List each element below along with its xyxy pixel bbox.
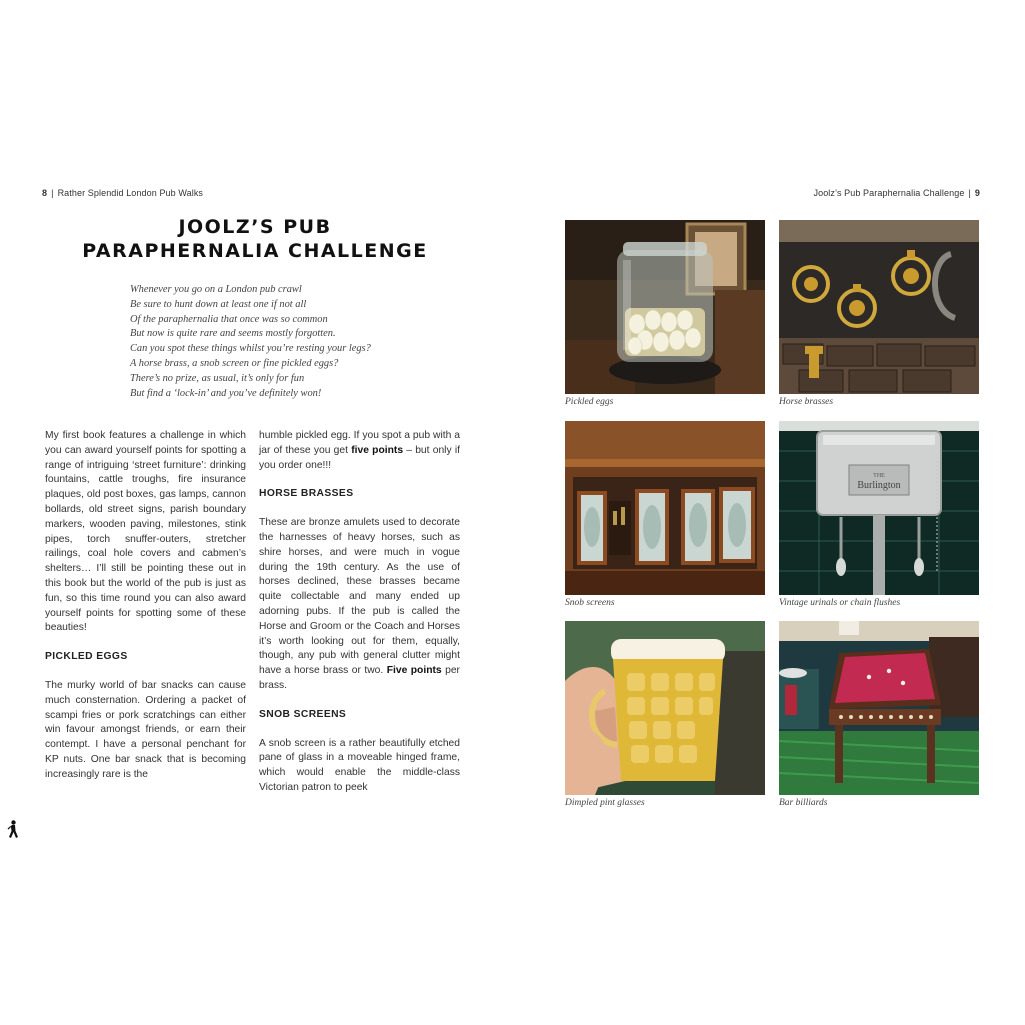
points-highlight: five points [351,444,404,456]
pickled-eggs-image [565,220,765,394]
text-column-2 [259,429,460,796]
page-number-right: 9 [974,188,980,198]
pickled-eggs-paragraph: The murky world of bar snacks can cause much consternation. Ordering a packet of scampi fries or pork scratchings can either win favour amongst friends, or earn their contempt. I have a personal penchant for KP nuts. One bar snack that is becoming increasingly rare is the [45,679,246,780]
page-title [40,215,470,263]
pickled-eggs-continued: humble pickled egg. If you spot a pub with a jar of these you get five points – but only if you order one!!! [259,430,460,471]
caption-pint-glasses: Dimpled pint glasses [565,798,645,808]
poem-line: But find a ‘lock-in’ and you’ve definitely won! [130,387,322,399]
horse-brasses-image [779,220,979,394]
snob-screens-image [565,421,765,595]
book-title: Rather Splendid London Pub Walks [57,188,204,198]
intro-paragraph: My first book features a challenge in which you can award yourself points for spotting a range of intriguing ‘street furniture’: drinking fountains, cattle troughs, fire insurance plaques, old post boxes, gas lamps, cannon bollards, old street signs, parish boundary markers, wooden paving, milestones, stink pipes, torch snuffer-outers, stretcher railings, coal hole covers and cabmen’s shelters… I’ll still be pointing these out in this book but the world of the pub is just as fun, so this time round you can also award yourself points for spotting some of these beauties! [45,430,246,634]
walking-man-icon [7,820,19,840]
poem-line: Be sure to hunt down at least one if not all [130,298,307,310]
caption-urinals: Vintage urinals or chain flushes [779,598,901,608]
bar-billiards-image [779,621,979,795]
photo-pint-glasses [565,621,765,795]
page-number-left: 8 [42,188,48,198]
poem-line: But now is quite rare and seems mostly forgotten. [130,328,336,340]
heading-pickled-eggs: PICKLED EGGS [45,651,128,663]
heading-snob-screens: SNOB SCREENS [259,708,347,720]
running-header-left: 8 | Rather Splendid London Pub Walks [42,188,204,198]
poem-line: Of the paraphernalia that once was so common [130,313,328,325]
poem-line: There’s no prize, as usual, it’s only for fun [130,372,305,384]
poem-line: A horse brass, a snob screen or fine pickled eggs? [130,357,339,369]
heading-horse-brasses: HORSE BRASSES [259,488,354,500]
chapter-title: Joolz’s Pub Paraphernalia Challenge [813,188,965,198]
photo-horse-brasses [779,220,979,394]
poem-line: Can you spot these things whilst you’re resting your legs? [130,343,371,355]
photo-bar-billiards [779,621,979,795]
points-highlight: Five points [386,665,442,677]
pint-glass-image [565,621,765,795]
photo-urinals [779,421,979,595]
caption-pickled-eggs: Pickled eggs [565,397,614,407]
caption-horse-brasses: Horse brasses [779,397,834,407]
poem [130,283,430,401]
cistern-label: Burlington [857,480,901,491]
title-line-2: PARAPHERNALIA CHALLENGE [82,240,428,262]
caption-snob-screens: Snob screens [565,598,615,608]
photo-pickled-eggs [565,220,765,394]
urinals-image [779,421,979,595]
cistern-label-small: THE [873,473,885,479]
photo-snob-screens [565,421,765,595]
caption-bar-billiards: Bar billiards [779,798,828,808]
running-header-right: Joolz’s Pub Paraphernalia Challenge | 9 [813,188,980,198]
text-column-1 [45,429,246,783]
horse-brasses-paragraph: These are bronze amulets used to decorate the harnesses of heavy horses, such as shire horses, and were much in vogue during the 19th century. As the use of horses declined, these brasses became quite collectable and many ended up adorning pubs. If the pub is called the Horse and Groom or the Coach and Horses it’s worth looking out for them, equally, though, any pub with general clutter might have a horse brass or two. Five points per brass. [259,517,460,691]
snob-screens-paragraph: A snob screen is a rather beautifully etched pane of glass in a moveable hinged frame, which would enable the middle-class Victorian patron to peek [259,737,460,793]
poem-line: Whenever you go on a London pub crawl [130,284,302,295]
title-line-1: JOOLZ’S PUB [178,216,332,238]
